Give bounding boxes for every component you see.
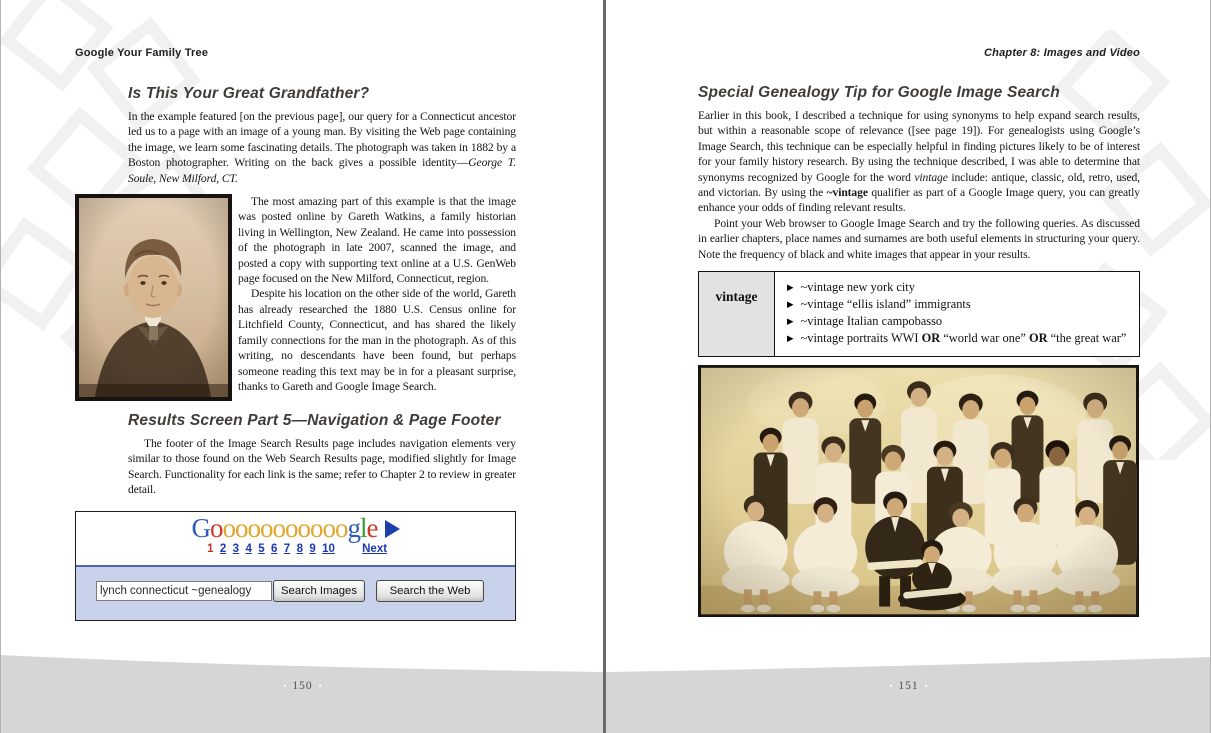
synonyms-word-vintage-italic: vintage — [914, 170, 948, 184]
pagination-row — [76, 543, 515, 555]
pagination-page-link[interactable]: 7 — [283, 542, 291, 555]
logo-letter: o — [210, 512, 223, 543]
paragraph-footer-desc: The footer of the Image Search Results page includes navigation elements very similar to those found on the Web Search Results page, modified slightly for Image Search. Functionality for each link is the same; refer to Chapter 2 to review in greater detail. — [128, 437, 516, 497]
query-row — [787, 279, 1131, 296]
pagination-page-link[interactable]: 2 — [219, 542, 227, 555]
logo-letter: o — [310, 512, 323, 543]
query-text: “the great war” — [1047, 331, 1127, 346]
pagination-page-link[interactable]: 5 — [258, 542, 265, 555]
logo-letter: o — [260, 512, 273, 543]
search-images-button[interactable]: Search Images — [273, 580, 365, 602]
query-text: ~vintage “ellis island” immigrants — [800, 297, 971, 312]
synonyms-text-a: Earlier in this book, I described a technique for using synonyms to help expand search results, but within a reasonable scope of relevance ([see page 19]). For genealogists using Google’s Image Search, this technique can be especially helpful in finding pictures likely to be of interest for your family history research. By using the technique described, I was able to determine that synonyms recognized by Google for the word — [698, 109, 1140, 184]
search-web-button[interactable]: Search the Web — [376, 580, 484, 602]
page-number-right — [606, 680, 1211, 692]
search-panel — [76, 565, 515, 620]
folio-number: 150 — [292, 680, 313, 692]
paragraph-gareth: The most amazing part of this example is that the image was posted online by Gareth Watkins, a family historian living in Wellington, New Zealand. He came into possession of the photograph in late 2007, scanned the image, and posted a copy with supporting text online at a U.S. GenWeb page focused on the New Milford, Connecticut, region. — [238, 195, 516, 286]
query-text: “world war one” — [940, 331, 1029, 346]
right-triangle-icon: ▶ — [787, 316, 794, 327]
logo-letter: o — [235, 512, 248, 543]
folio-dot: • — [283, 681, 287, 691]
section-heading-grandfather: Is This Your Great Grandfather? — [128, 85, 370, 102]
query-row — [787, 330, 1131, 347]
logo-letter: o — [322, 512, 335, 543]
paragraph-synonyms — [698, 108, 1140, 216]
paragraph-census: Despite his location on the other side of the world, Gareth has already researched the 1880 U.S. Census online for Litchfield County, Connecticut, and has shared the likely family connections for the man in the photograph. As of this writing, no descendants have been found, but perhaps someone reading this text may be in for a pleasant surprise, thanks to Gareth and Google Image Search. — [238, 287, 516, 393]
paragraph-intro — [128, 109, 516, 186]
pagination-page-link[interactable]: 6 — [271, 542, 278, 555]
google-pagination-logo — [76, 513, 515, 543]
pagination-page-link[interactable]: 9 — [309, 542, 316, 555]
pagination-page-link[interactable]: 3 — [232, 542, 240, 555]
logo-letter: o — [222, 512, 235, 543]
right-triangle-icon: ▶ — [787, 333, 794, 344]
left-page-content — [75, 85, 516, 621]
folio-dot: • — [924, 681, 928, 691]
query-text: ~vintage new york city — [800, 280, 915, 295]
portrait-photo-young-man — [75, 194, 232, 401]
query-text: ~vintage Italian campobasso — [800, 314, 943, 329]
synonyms-text-c: qualifier as part of a Google Image query, you can greatly enhance your odds of finding relevant results. — [698, 186, 1140, 215]
pagination-page-current[interactable]: 1 — [207, 542, 214, 555]
paragraph-intro-text: In the example featured [on the previous page], our query for a Connecticut ancestor led us to a page with an image of a young man. By visiting the Web page containing the image, we learn some fascinating details. The photograph was taken in 1882 by a Boston photographer. Writing on the back gives a possible identity— — [128, 110, 516, 170]
query-or-operator: OR — [921, 331, 941, 346]
query-or-operator: OR — [1028, 331, 1048, 346]
portrait-and-text-row — [75, 194, 516, 401]
running-header-book-title: Google Your Family Tree — [75, 47, 209, 59]
logo-letter: l — [360, 512, 367, 543]
search-input[interactable] — [96, 581, 272, 601]
logo-letter: o — [285, 512, 298, 543]
synonyms-qualifier-bold: ~vintage — [826, 186, 868, 200]
right-triangle-icon: ▶ — [787, 282, 794, 293]
synonyms-text-b: include: antique, classic, old, retro, used, and victorian. By using the — [698, 170, 1140, 200]
logo-letter: e — [366, 512, 378, 543]
portrait-side-text — [238, 194, 516, 401]
logo-letter: o — [272, 512, 285, 543]
query-table-keyword: vintage — [699, 272, 775, 356]
logo-letter: G — [191, 512, 210, 543]
pagination-page-link[interactable]: 4 — [245, 542, 252, 555]
vintage-group-photo — [698, 365, 1139, 617]
section-heading-genealogy-tip: Special Genealogy Tip for Google Image Search — [698, 84, 1060, 101]
folio-dot: • — [318, 681, 322, 691]
right-triangle-icon: ▶ — [787, 299, 794, 310]
running-header-chapter: Chapter 8: Images and Video — [984, 47, 1140, 59]
paragraph-try-queries: Point your Web browser to Google Image Search and try the following queries. As discussed in earlier chapters, place names and surnames are both useful elements in structuring your query. Note the frequency of black and white images that appear in your results. — [698, 216, 1140, 261]
pagination-page-link[interactable]: 8 — [296, 542, 303, 555]
folio-number: 151 — [898, 680, 919, 692]
query-table-queries — [775, 272, 1139, 356]
logo-letter: g — [347, 512, 360, 543]
folio-dot: • — [889, 681, 893, 691]
logo-letter: o — [335, 512, 348, 543]
next-page-arrow-icon[interactable] — [385, 520, 400, 538]
page-edge-left — [0, 0, 1, 733]
query-row — [787, 313, 1131, 330]
pagination-page-link[interactable]: 10 — [322, 542, 335, 555]
vintage-query-table — [698, 271, 1140, 357]
google-footer-screenshot — [75, 511, 516, 621]
book-gutter — [603, 0, 606, 733]
paragraph-intro-emphasis: George T. Soule, New Milford, CT. — [128, 156, 516, 185]
logo-letter: o — [297, 512, 310, 543]
page-number-left — [0, 680, 605, 692]
section-heading-results-footer: Results Screen Part 5—Navigation & Page Footer — [128, 412, 501, 430]
query-text: ~vintage portraits WWI — [800, 331, 922, 346]
pagination-next-link[interactable]: Next — [362, 542, 388, 555]
logo-letter: o — [247, 512, 260, 543]
query-row — [787, 296, 1131, 313]
right-page-content — [698, 84, 1140, 617]
